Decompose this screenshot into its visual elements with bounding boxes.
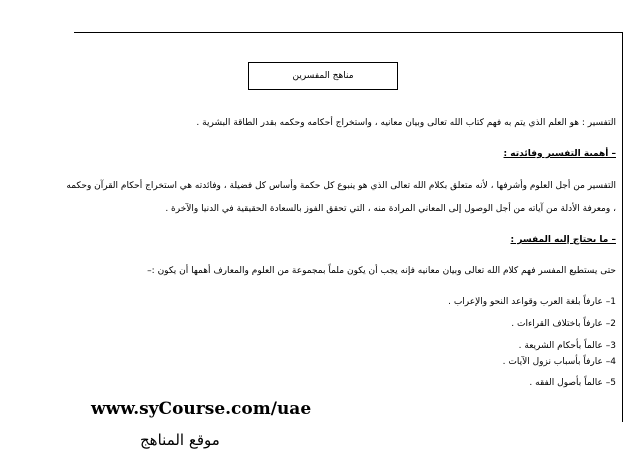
page-border-top <box>74 32 622 33</box>
needs-heading: – ما يحتاج إليه المفسر : <box>510 235 616 245</box>
list-item: 5– عالماً بأصول الفقه . <box>529 378 616 388</box>
document-title: مناهج المفسرين <box>248 62 398 90</box>
site-name: موقع المناهج <box>140 431 220 449</box>
list-item: 1– عارفاً بلغة العرب وقواعد النحو والإعراب . <box>448 297 616 307</box>
importance-paragraph-line-2: ، ومعرفة الأدلة من آياته من أجل الوصول إلى المعاني المرادة منه ، التي تحقق الفوز بالسعادة الحقيقية في الدنيا والآخرة . <box>165 204 616 214</box>
list-item: 2– عارفاً باختلاف القراءات . <box>511 319 616 329</box>
importance-heading: – أهمية التفسير وفائدته : <box>503 149 616 159</box>
definition-text: التفسير : هو العلم الذي يتم به فهم كتاب الله تعالى وبيان معانيه ، واستخراج أحكامه وحكمه بقدر الطاقة البشرية . <box>196 118 616 128</box>
site-url: www.syCourse.com/uae <box>91 399 312 419</box>
needs-intro: حتى يستطيع المفسر فهم كلام الله تعالى وبيان معانيه فإنه يجب أن يكون ملماً بمجموعة من العلوم والمعارف أهمها أن يكون :– <box>147 266 616 276</box>
page-border-right <box>622 32 623 422</box>
list-item: 4– عارفاً بأسباب نزول الآيات . <box>502 357 616 367</box>
list-item: 3– عالماً بأحكام الشريعة . <box>518 341 616 351</box>
importance-paragraph-line-1: التفسير من أجل العلوم وأشرفها ، لأنه متعلق بكلام الله تعالى الذي هو ينبوع كل حكمة وأساس كل فضيلة ، وفائدته هي استخراج أحكام القرآن وحكمه <box>66 181 616 191</box>
